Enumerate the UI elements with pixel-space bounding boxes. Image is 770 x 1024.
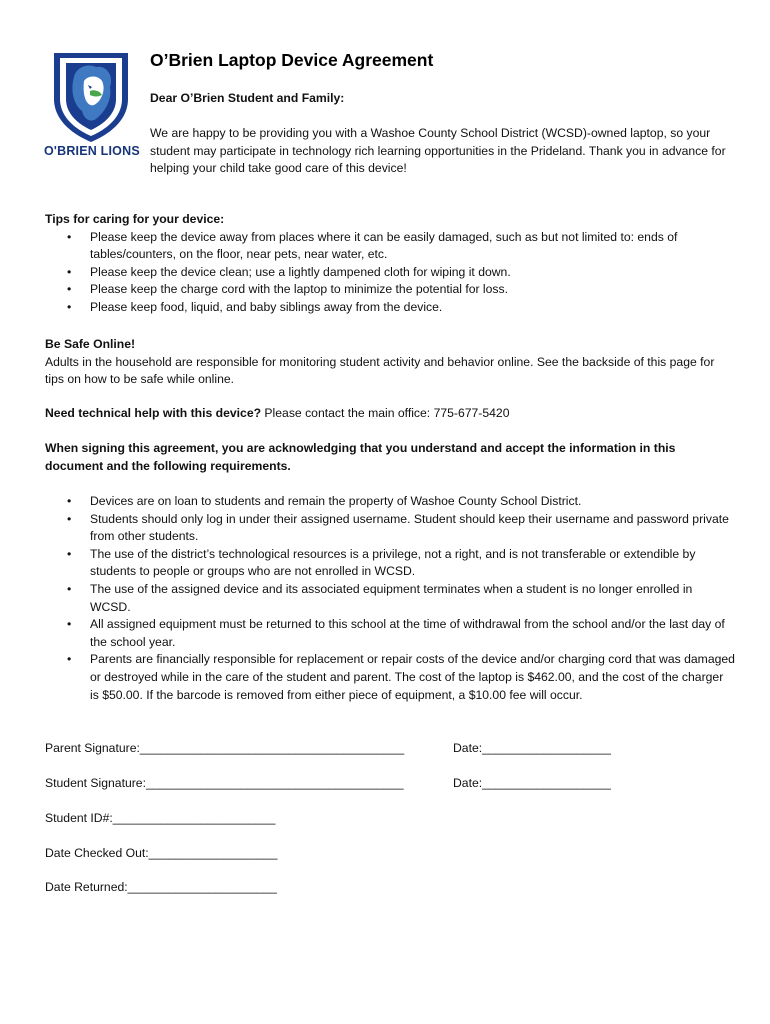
list-item: • Please keep the charge cord with the laptop to minimize the potential for loss. (45, 281, 735, 299)
agreement-section (45, 440, 735, 475)
safe-online-text: Adults in the household are responsible for monitoring student activity and behavior online. See the backside of this page for tips on how to be safe while online. (45, 354, 715, 387)
bullet-icon: • (67, 652, 72, 667)
agreement-heading: When signing this agreement, you are acknowledging that you understand and accept the information in this document and the following requirements. (45, 441, 676, 473)
list-item: • The use of the assigned device and its associated equipment terminates when a student is no longer enrolled in WCSD. (67, 581, 693, 614)
tips-heading: Tips for caring for your device: (45, 212, 225, 226)
intro-paragraph: We are happy to be providing you with a Washoe County School District (WCSD)-owned laptop, so your student may participate in technology rich learning opportunities in the Prideland. Thank you in advance for helping your child take good care of this device! (150, 126, 726, 176)
bullet-icon: • (67, 264, 72, 279)
list-item: • Please keep food, liquid, and baby siblings away from the device. (45, 299, 735, 317)
bullet-icon: • (67, 546, 72, 561)
page-title: O’Brien Laptop Device Agreement (150, 50, 434, 70)
student-date-field[interactable]: Date:___________________ (453, 776, 611, 790)
bullet-icon: • (67, 511, 72, 526)
salutation: Dear O’Brien Student and Family: (150, 91, 345, 105)
list-item: • Parents are financially responsible for replacement or repair costs of the device and/or charging cord that was damaged or destroyed while in the care of the student and parent. The cost of the laptop is $462.00, and the cost of the charger is $50.00. If the barcode is removed from either piece of equipment, a $10.00 fee will occur. (67, 652, 735, 702)
tips-section (45, 211, 735, 317)
bullet-icon: • (67, 229, 72, 244)
tips-list (45, 229, 735, 317)
list-item: • All assigned equipment must be returned to this school at the time of withdrawal from the school and/or the last day of the school year. (67, 617, 725, 649)
list-item: • Please keep the device away from places where it can be easily damaged, such as but not limited to: ends of tables/counters, on the floor, near pets, near water, etc. (67, 229, 678, 262)
bullet-icon: • (67, 299, 72, 314)
bullet-icon: • (67, 617, 72, 632)
bullet-icon: • (67, 494, 72, 508)
parent-signature-field[interactable]: Parent Signature:_______________________________________ (45, 741, 405, 755)
date-returned-field[interactable]: Date Returned:______________________ (45, 880, 277, 894)
tech-help-section (45, 405, 735, 423)
school-logo (44, 47, 138, 187)
tech-help-label: Need technical help with this device? (45, 406, 262, 420)
list-item: • Devices are on loan to students and remain the property of Washoe County School District. (45, 493, 735, 511)
safe-online-heading: Be Safe Online! (45, 337, 136, 351)
list-item: • The use of the district’s technological resources is a privilege, not a right, and is not transferable or extendible by students to people or groups who are not enrolled in WCSD. (67, 546, 696, 579)
requirements-list (45, 493, 735, 704)
tech-help-text: Please contact the main office: 775-677-5420 (261, 406, 510, 420)
bullet-icon: • (67, 581, 72, 596)
date-checked-out-field[interactable]: Date Checked Out:___________________ (45, 846, 278, 860)
safe-online-section (45, 336, 735, 389)
list-item: • Please keep the device clean; use a lightly dampened cloth for wiping it down. (45, 264, 735, 282)
parent-date-field[interactable]: Date:___________________ (453, 741, 611, 755)
logo-text: O'BRIEN LIONS (44, 144, 140, 158)
list-item: • Students should only log in under their assigned username. Student should keep their username and password private from other students. (67, 511, 729, 544)
student-signature-field[interactable]: Student Signature:______________________________________ (45, 776, 404, 790)
requirements-section (45, 493, 735, 704)
lion-shield-icon (44, 47, 138, 143)
bullet-icon: • (67, 282, 72, 297)
student-id-field[interactable]: Student ID#:________________________ (45, 811, 276, 825)
